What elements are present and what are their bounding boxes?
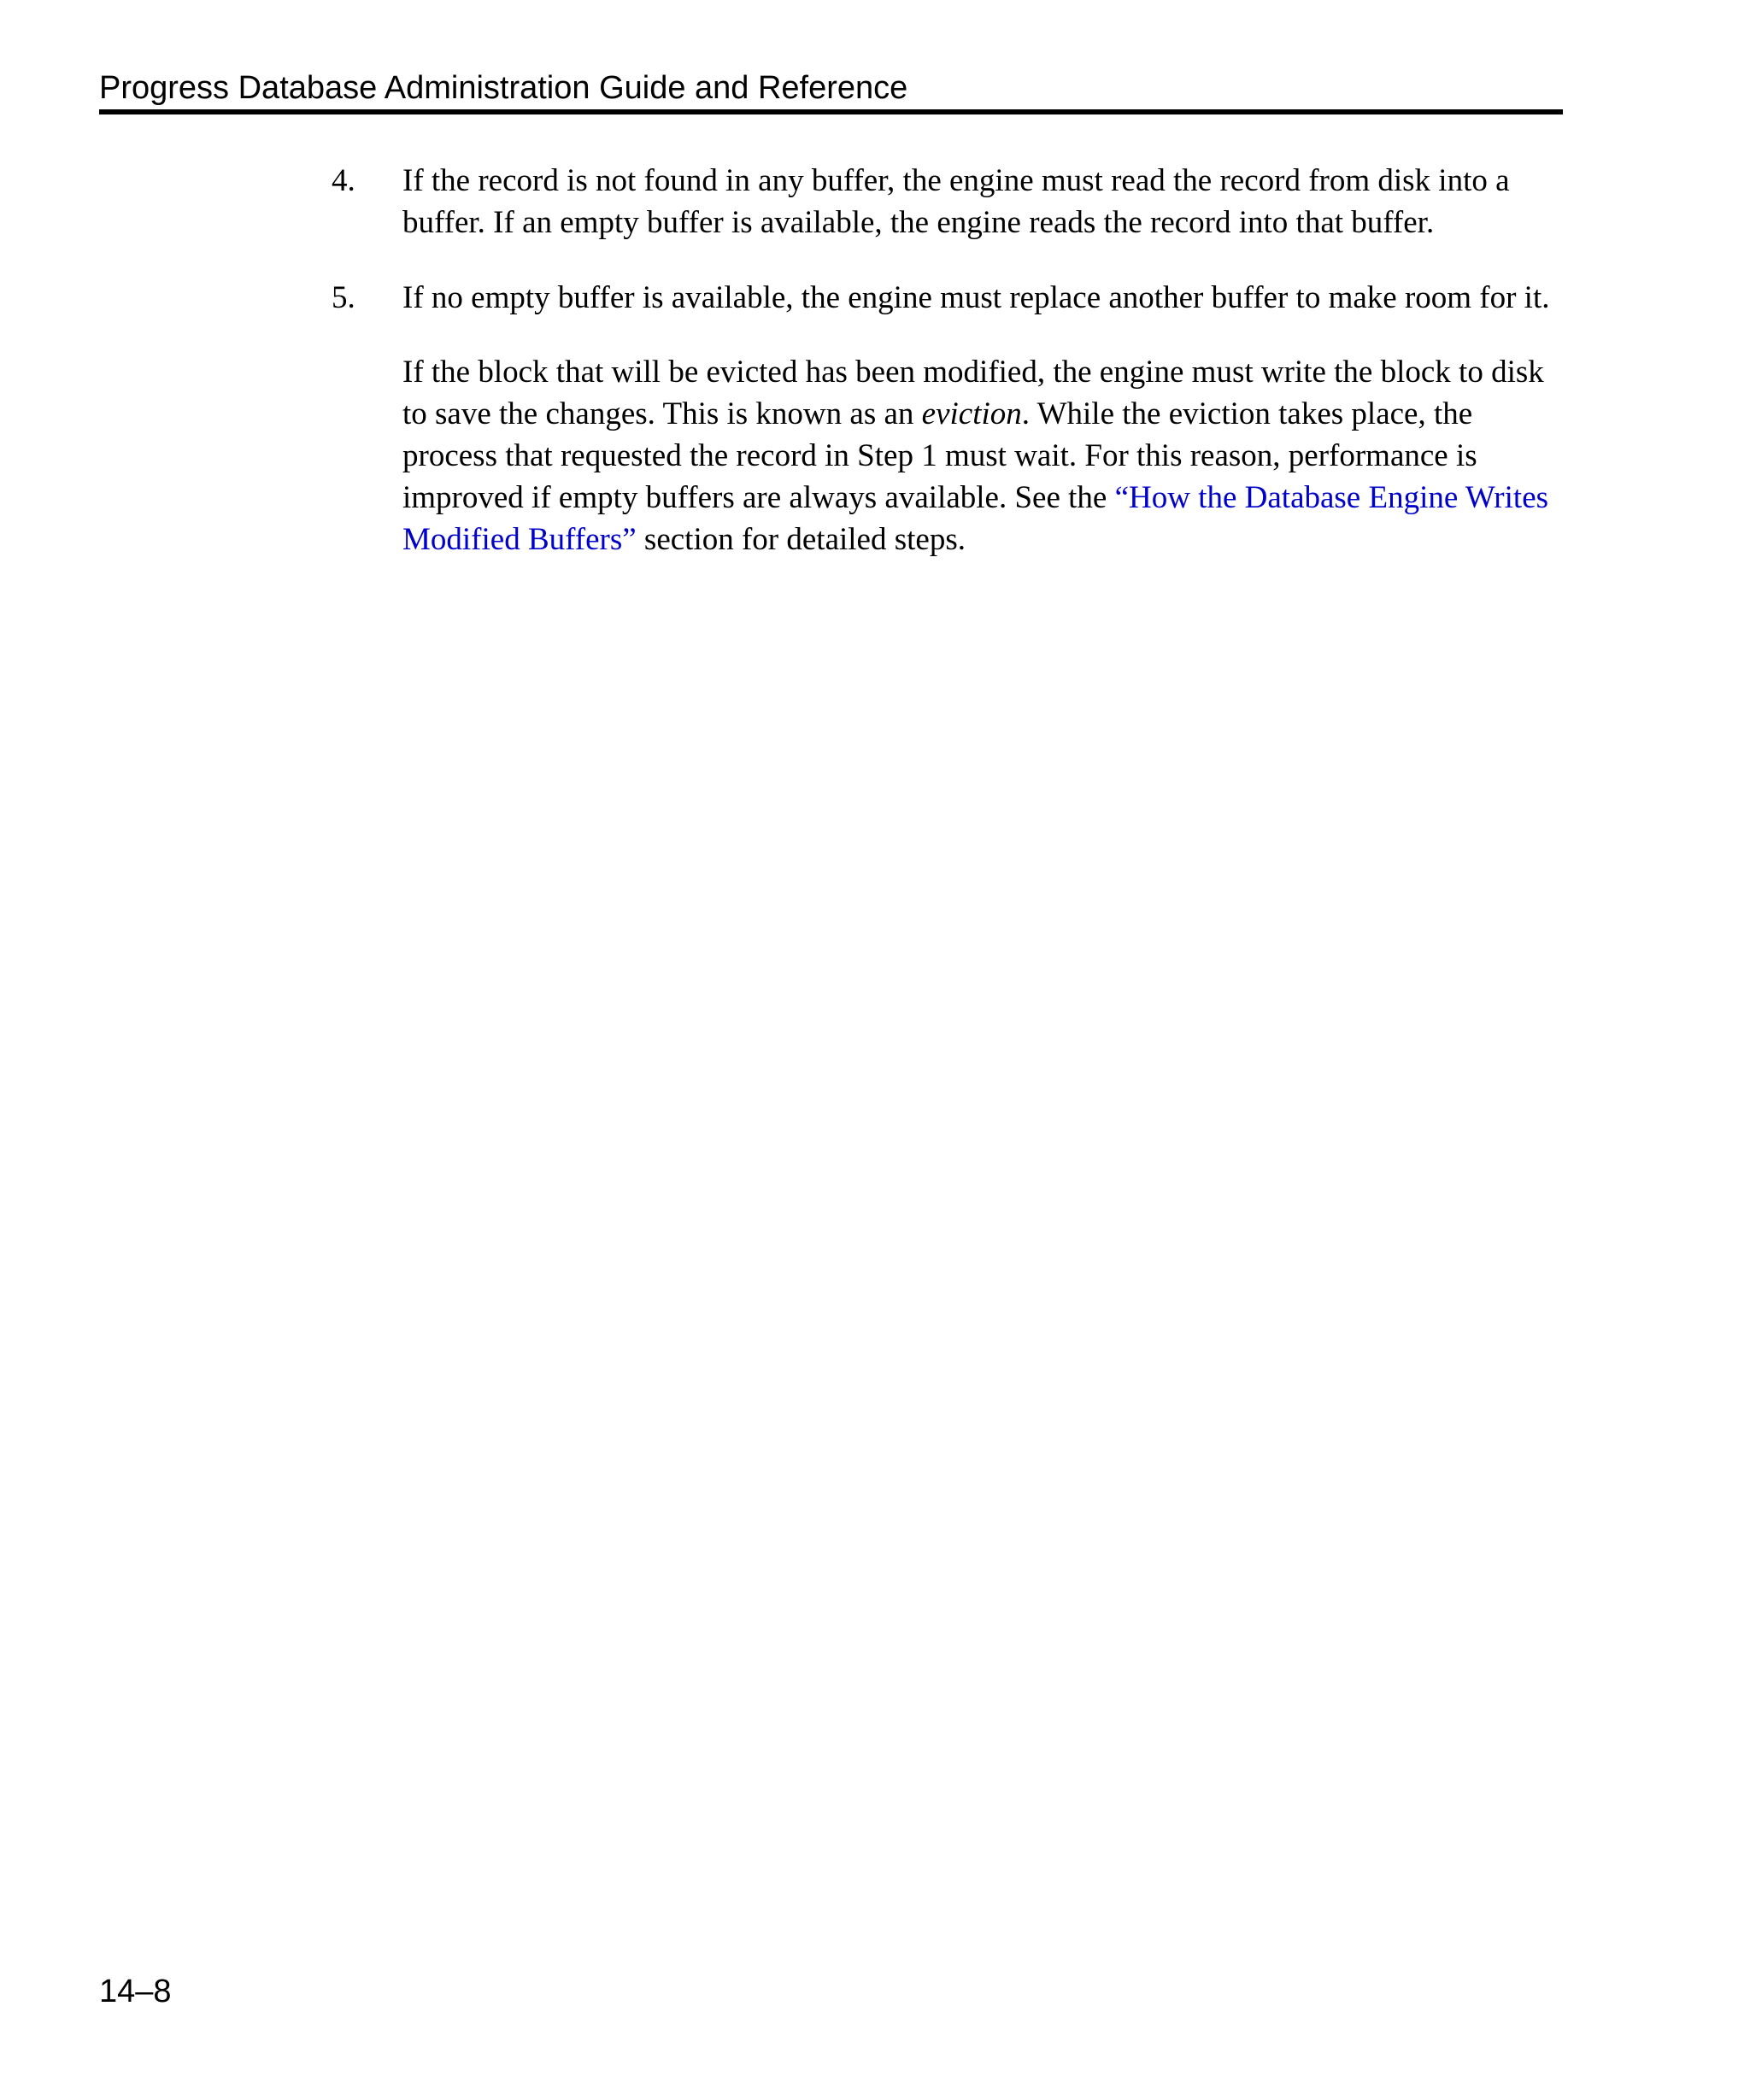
paragraph-line xyxy=(402,519,1565,560)
step-text xyxy=(402,160,1565,243)
page-number: 14–8 xyxy=(99,1974,172,2009)
paragraph-line: If the block that will be evicted has been modified, the engine must write the block to disk xyxy=(402,355,1544,390)
step-text-line: If the record is not found in any buffer, the engine must read the record from disk into a xyxy=(402,163,1510,198)
paragraph-text: section for detailed steps. xyxy=(636,522,966,557)
paragraph-text: . While the eviction takes place, the xyxy=(1021,396,1473,431)
step-number: 5. xyxy=(332,280,355,315)
step-number: 4. xyxy=(332,163,355,198)
eviction-paragraph xyxy=(402,351,1565,560)
running-header xyxy=(99,67,1563,114)
step-text-line: buffer. If an empty buffer is available, the engine reads the record into that buffer. xyxy=(402,205,1435,240)
step-text-line: If no empty buffer is available, the engine must replace another buffer to make room for it. xyxy=(402,280,1550,315)
paragraph-text: improved if empty buffers are always available. See the xyxy=(402,480,1115,515)
cross-reference-link-continued[interactable]: Modified Buffers” xyxy=(402,522,637,557)
paragraph-line xyxy=(402,477,1565,519)
paragraph-text: to save the changes. This is known as an xyxy=(402,396,922,431)
step-text xyxy=(402,277,1565,319)
paragraph-line: process that requested the record in Step 1 must wait. For this reason, performance is xyxy=(402,438,1477,473)
paragraph-line xyxy=(402,393,1565,435)
cross-reference-link[interactable]: “How the Database Engine Writes xyxy=(1114,480,1549,515)
running-header-title: Progress Database Administration Guide and Reference xyxy=(99,70,908,106)
term-eviction: eviction xyxy=(921,396,1022,431)
